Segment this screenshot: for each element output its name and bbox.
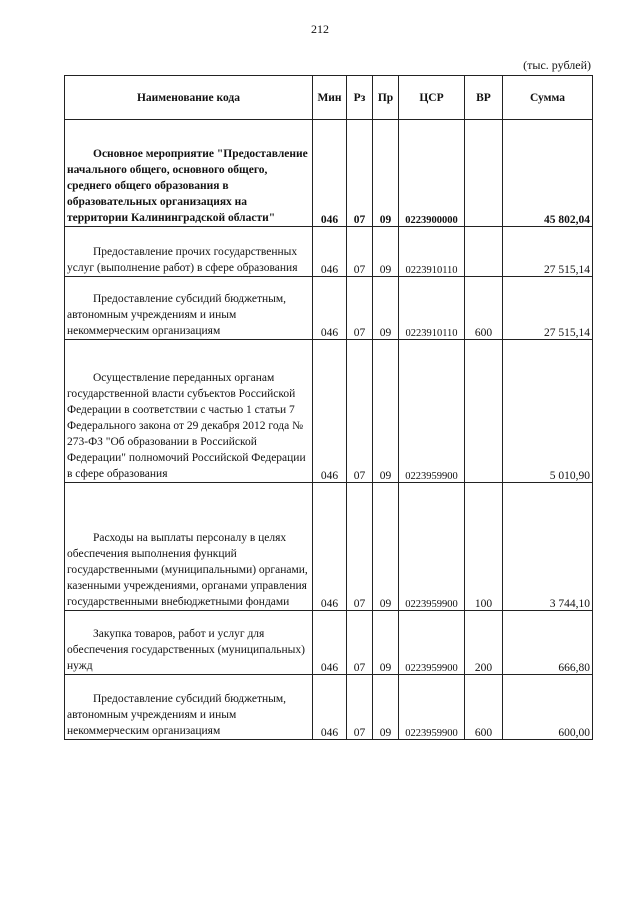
row-vr: 100 (465, 483, 503, 611)
row-rz: 07 (347, 483, 373, 611)
row-vr (465, 120, 503, 227)
row-sum: 3 744,10 (503, 483, 593, 611)
row-csr: 0223959900 (399, 340, 465, 483)
row-csr: 0223910110 (399, 227, 465, 277)
row-min: 046 (313, 340, 347, 483)
table-row (65, 227, 593, 277)
header-name: Наименование кода (65, 76, 313, 120)
row-pr: 09 (373, 277, 399, 340)
table-row (65, 340, 593, 483)
table-row (65, 611, 593, 675)
row-csr: 0223959900 (399, 483, 465, 611)
row-vr: 200 (465, 611, 503, 675)
table-row (65, 277, 593, 340)
row-rz: 07 (347, 611, 373, 675)
row-sum: 5 010,90 (503, 340, 593, 483)
row-pr: 09 (373, 611, 399, 675)
row-name: Расходы на выплаты персоналу в целях обеспечения выполнения функций государственными (муниципальными) органами, казенными учреждениями, органами управления государственными внебюджетными фондами (65, 483, 313, 611)
row-pr: 09 (373, 120, 399, 227)
row-name: Предоставление прочих государственных услуг (выполнение работ) в сфере образования (65, 227, 313, 277)
page-number: 212 (311, 22, 329, 36)
header-csr: ЦСР (399, 76, 465, 120)
table-header-row (65, 76, 593, 120)
budget-table (64, 75, 593, 740)
units-label: (тыс. рублей) (523, 58, 591, 72)
row-csr: 0223900000 (399, 120, 465, 227)
row-name: Осуществление переданных органам государственной власти субъектов Российской Федерации в соответствии с частью 1 статьи 7 Федерального закона от 29 декабря 2012 года № 273-ФЗ "Об образовании в Российской Федерации" полномочий Российской Федерации в сфере образования (65, 340, 313, 483)
row-vr: 600 (465, 675, 503, 740)
row-min: 046 (313, 120, 347, 227)
row-rz: 07 (347, 340, 373, 483)
row-rz: 07 (347, 227, 373, 277)
row-vr (465, 340, 503, 483)
row-sum: 27 515,14 (503, 277, 593, 340)
row-min: 046 (313, 227, 347, 277)
row-rz: 07 (347, 277, 373, 340)
table-row (65, 675, 593, 740)
row-csr: 0223910110 (399, 277, 465, 340)
row-pr: 09 (373, 675, 399, 740)
row-csr: 0223959900 (399, 675, 465, 740)
row-csr: 0223959900 (399, 611, 465, 675)
row-pr: 09 (373, 227, 399, 277)
row-rz: 07 (347, 675, 373, 740)
row-min: 046 (313, 277, 347, 340)
header-vr: ВР (465, 76, 503, 120)
row-vr: 600 (465, 277, 503, 340)
header-rz: Рз (347, 76, 373, 120)
row-name: Предоставление субсидий бюджетным, автономным учреждениям и иным некоммерческим организациям (65, 675, 313, 740)
row-min: 046 (313, 611, 347, 675)
row-name: Предоставление субсидий бюджетным, автономным учреждениям и иным некоммерческим организациям (65, 277, 313, 340)
header-sum: Сумма (503, 76, 593, 120)
row-sum: 45 802,04 (503, 120, 593, 227)
row-pr: 09 (373, 483, 399, 611)
row-sum: 666,80 (503, 611, 593, 675)
row-min: 046 (313, 483, 347, 611)
table-row (65, 120, 593, 227)
row-sum: 600,00 (503, 675, 593, 740)
row-vr (465, 227, 503, 277)
row-pr: 09 (373, 340, 399, 483)
row-rz: 07 (347, 120, 373, 227)
row-min: 046 (313, 675, 347, 740)
header-pr: Пр (373, 76, 399, 120)
table-row (65, 483, 593, 611)
row-name: Основное мероприятие "Предоставление начального общего, основного общего, среднего общего образования в образовательных организациях на территории Калининградской области" (65, 120, 313, 227)
row-name: Закупка товаров, работ и услуг для обеспечения государственных (муниципальных) нужд (65, 611, 313, 675)
header-min: Мин (313, 76, 347, 120)
row-sum: 27 515,14 (503, 227, 593, 277)
